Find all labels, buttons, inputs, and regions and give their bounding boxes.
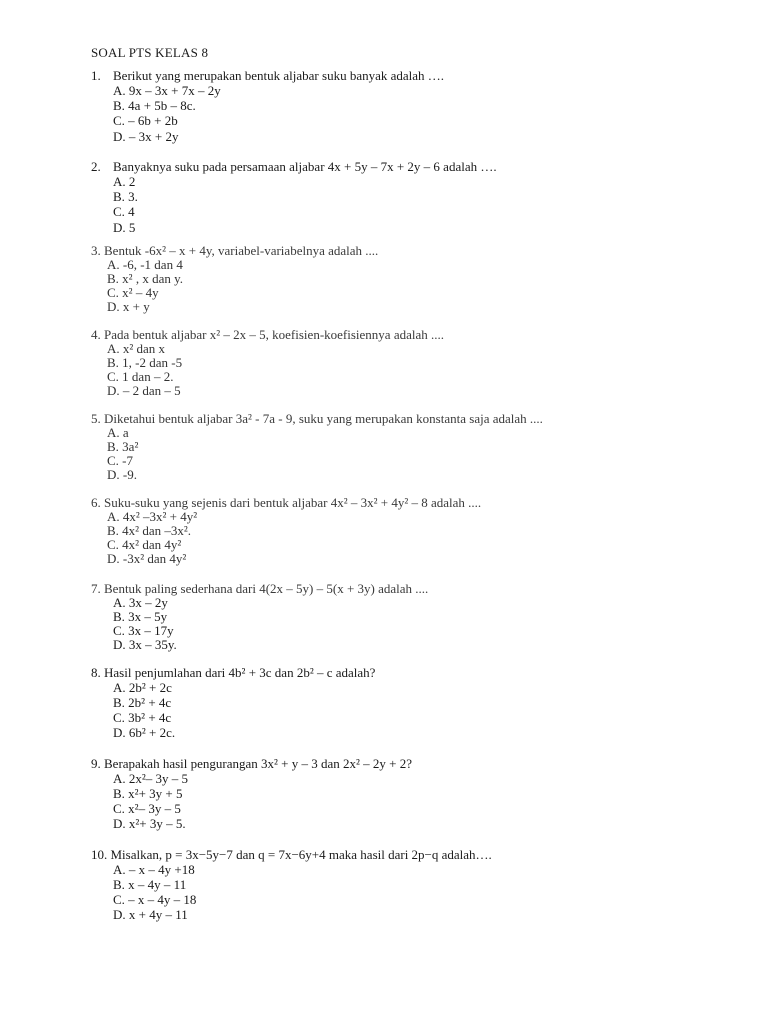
question-number: 2. — [91, 159, 101, 174]
question-text: Hasil penjumlahan dari 4b² + 3c dan 2b² – c adalah? — [104, 665, 376, 680]
question-8 — [91, 665, 375, 680]
option-c: C. x² – 4y — [107, 285, 159, 300]
option-d: D. 3x – 35y. — [113, 637, 177, 652]
option-a: A. -6, -1 dan 4 — [107, 257, 183, 272]
question-7 — [91, 581, 428, 596]
question-2 — [91, 159, 497, 174]
option-b: B. 4x² dan –3x². — [107, 523, 191, 538]
option-b: B. 3. — [113, 189, 138, 204]
option-c: C. -7 — [107, 453, 133, 468]
option-b: B. x²+ 3y + 5 — [113, 786, 183, 801]
option-d: D. -9. — [107, 467, 137, 482]
option-a: A. 4x² –3x² + 4y² — [107, 509, 198, 524]
page-title: SOAL PTS KELAS 8 — [91, 45, 209, 60]
question-5 — [91, 411, 543, 426]
question-text: Diketahui bentuk aljabar 3a² - 7a - 9, suku yang merupakan konstanta saja adalah .... — [104, 411, 543, 426]
question-number: 10. — [91, 847, 108, 862]
question-4 — [91, 327, 444, 342]
option-c: C. x²– 3y – 5 — [113, 801, 181, 816]
question-1 — [91, 68, 444, 83]
option-d: D. -3x² dan 4y² — [107, 551, 187, 566]
question-number: 5. — [91, 411, 101, 426]
option-d: D. 5 — [113, 220, 136, 235]
option-b: B. x – 4y – 11 — [113, 877, 187, 892]
option-d: D. – 3x + 2y — [113, 129, 179, 144]
option-d: D. – 2 dan – 5 — [107, 383, 181, 398]
option-c: C. 3b² + 4c — [113, 710, 172, 725]
question-number: 8. — [91, 665, 101, 680]
option-c: C. – x – 4y – 18 — [113, 892, 197, 907]
option-c: C. 1 dan – 2. — [107, 369, 174, 384]
option-c: C. 4 — [113, 204, 135, 219]
question-text: Misalkan, p = 3x−5y−7 dan q = 7x−6y+4 maka hasil dari 2p−q adalah…. — [110, 847, 492, 862]
option-b: B. x² , x dan y. — [107, 271, 183, 286]
question-text: Bentuk paling sederhana dari 4(2x – 5y) – 5(x + 3y) adalah .... — [104, 581, 429, 596]
question-text: Bentuk -6x² – x + 4y, variabel-variabelnya adalah .... — [104, 243, 379, 258]
option-d: D. 6b² + 2c. — [113, 725, 176, 740]
option-a: A. 2b² + 2c — [113, 680, 172, 695]
question-text: Pada bentuk aljabar x² – 2x – 5, koefisien-koefisiennya adalah .... — [104, 327, 444, 342]
option-b: B. 3a² — [107, 439, 139, 454]
question-text: Berapakah hasil pengurangan 3x² + y – 3 dan 2x² – 2y + 2? — [104, 756, 413, 771]
option-a: A. x² dan x — [107, 341, 166, 356]
option-c: C. – 6b + 2b — [113, 113, 178, 128]
option-a: A. 2 — [113, 174, 136, 189]
question-text: Suku-suku yang sejenis dari bentuk aljabar 4x² – 3x² + 4y² – 8 adalah .... — [104, 495, 482, 510]
question-number: 4. — [91, 327, 101, 342]
question-number: 1. — [91, 68, 101, 83]
option-c: C. 4x² dan 4y² — [107, 537, 182, 552]
question-3 — [91, 243, 378, 258]
option-a: A. a — [107, 425, 129, 440]
question-6 — [91, 495, 481, 510]
option-d: D. x + y — [107, 299, 150, 314]
option-d: D. x + 4y – 11 — [113, 907, 188, 922]
option-b: B. 1, -2 dan -5 — [107, 355, 183, 370]
option-c: C. 3x – 17y — [113, 623, 174, 638]
option-a: A. 9x – 3x + 7x – 2y — [113, 83, 221, 98]
question-number: 3. — [91, 243, 101, 258]
question-text: Banyaknya suku pada persamaan aljabar 4x + 5y – 7x + 2y – 6 adalah …. — [113, 159, 497, 174]
question-number: 7. — [91, 581, 101, 596]
question-number: 9. — [91, 756, 101, 771]
option-a: A. – x – 4y +18 — [113, 862, 195, 877]
option-b: B. 3x – 5y — [113, 609, 168, 624]
option-a: A. 2x²– 3y – 5 — [113, 771, 189, 786]
question-10 — [91, 847, 492, 862]
option-b: B. 2b² + 4c — [113, 695, 172, 710]
option-a: A. 3x – 2y — [113, 595, 168, 610]
question-number: 6. — [91, 495, 101, 510]
question-text: Berikut yang merupakan bentuk aljabar suku banyak adalah …. — [113, 68, 445, 83]
option-d: D. x²+ 3y – 5. — [113, 816, 186, 831]
question-9 — [91, 756, 412, 771]
option-b: B. 4a + 5b – 8c. — [113, 98, 196, 113]
